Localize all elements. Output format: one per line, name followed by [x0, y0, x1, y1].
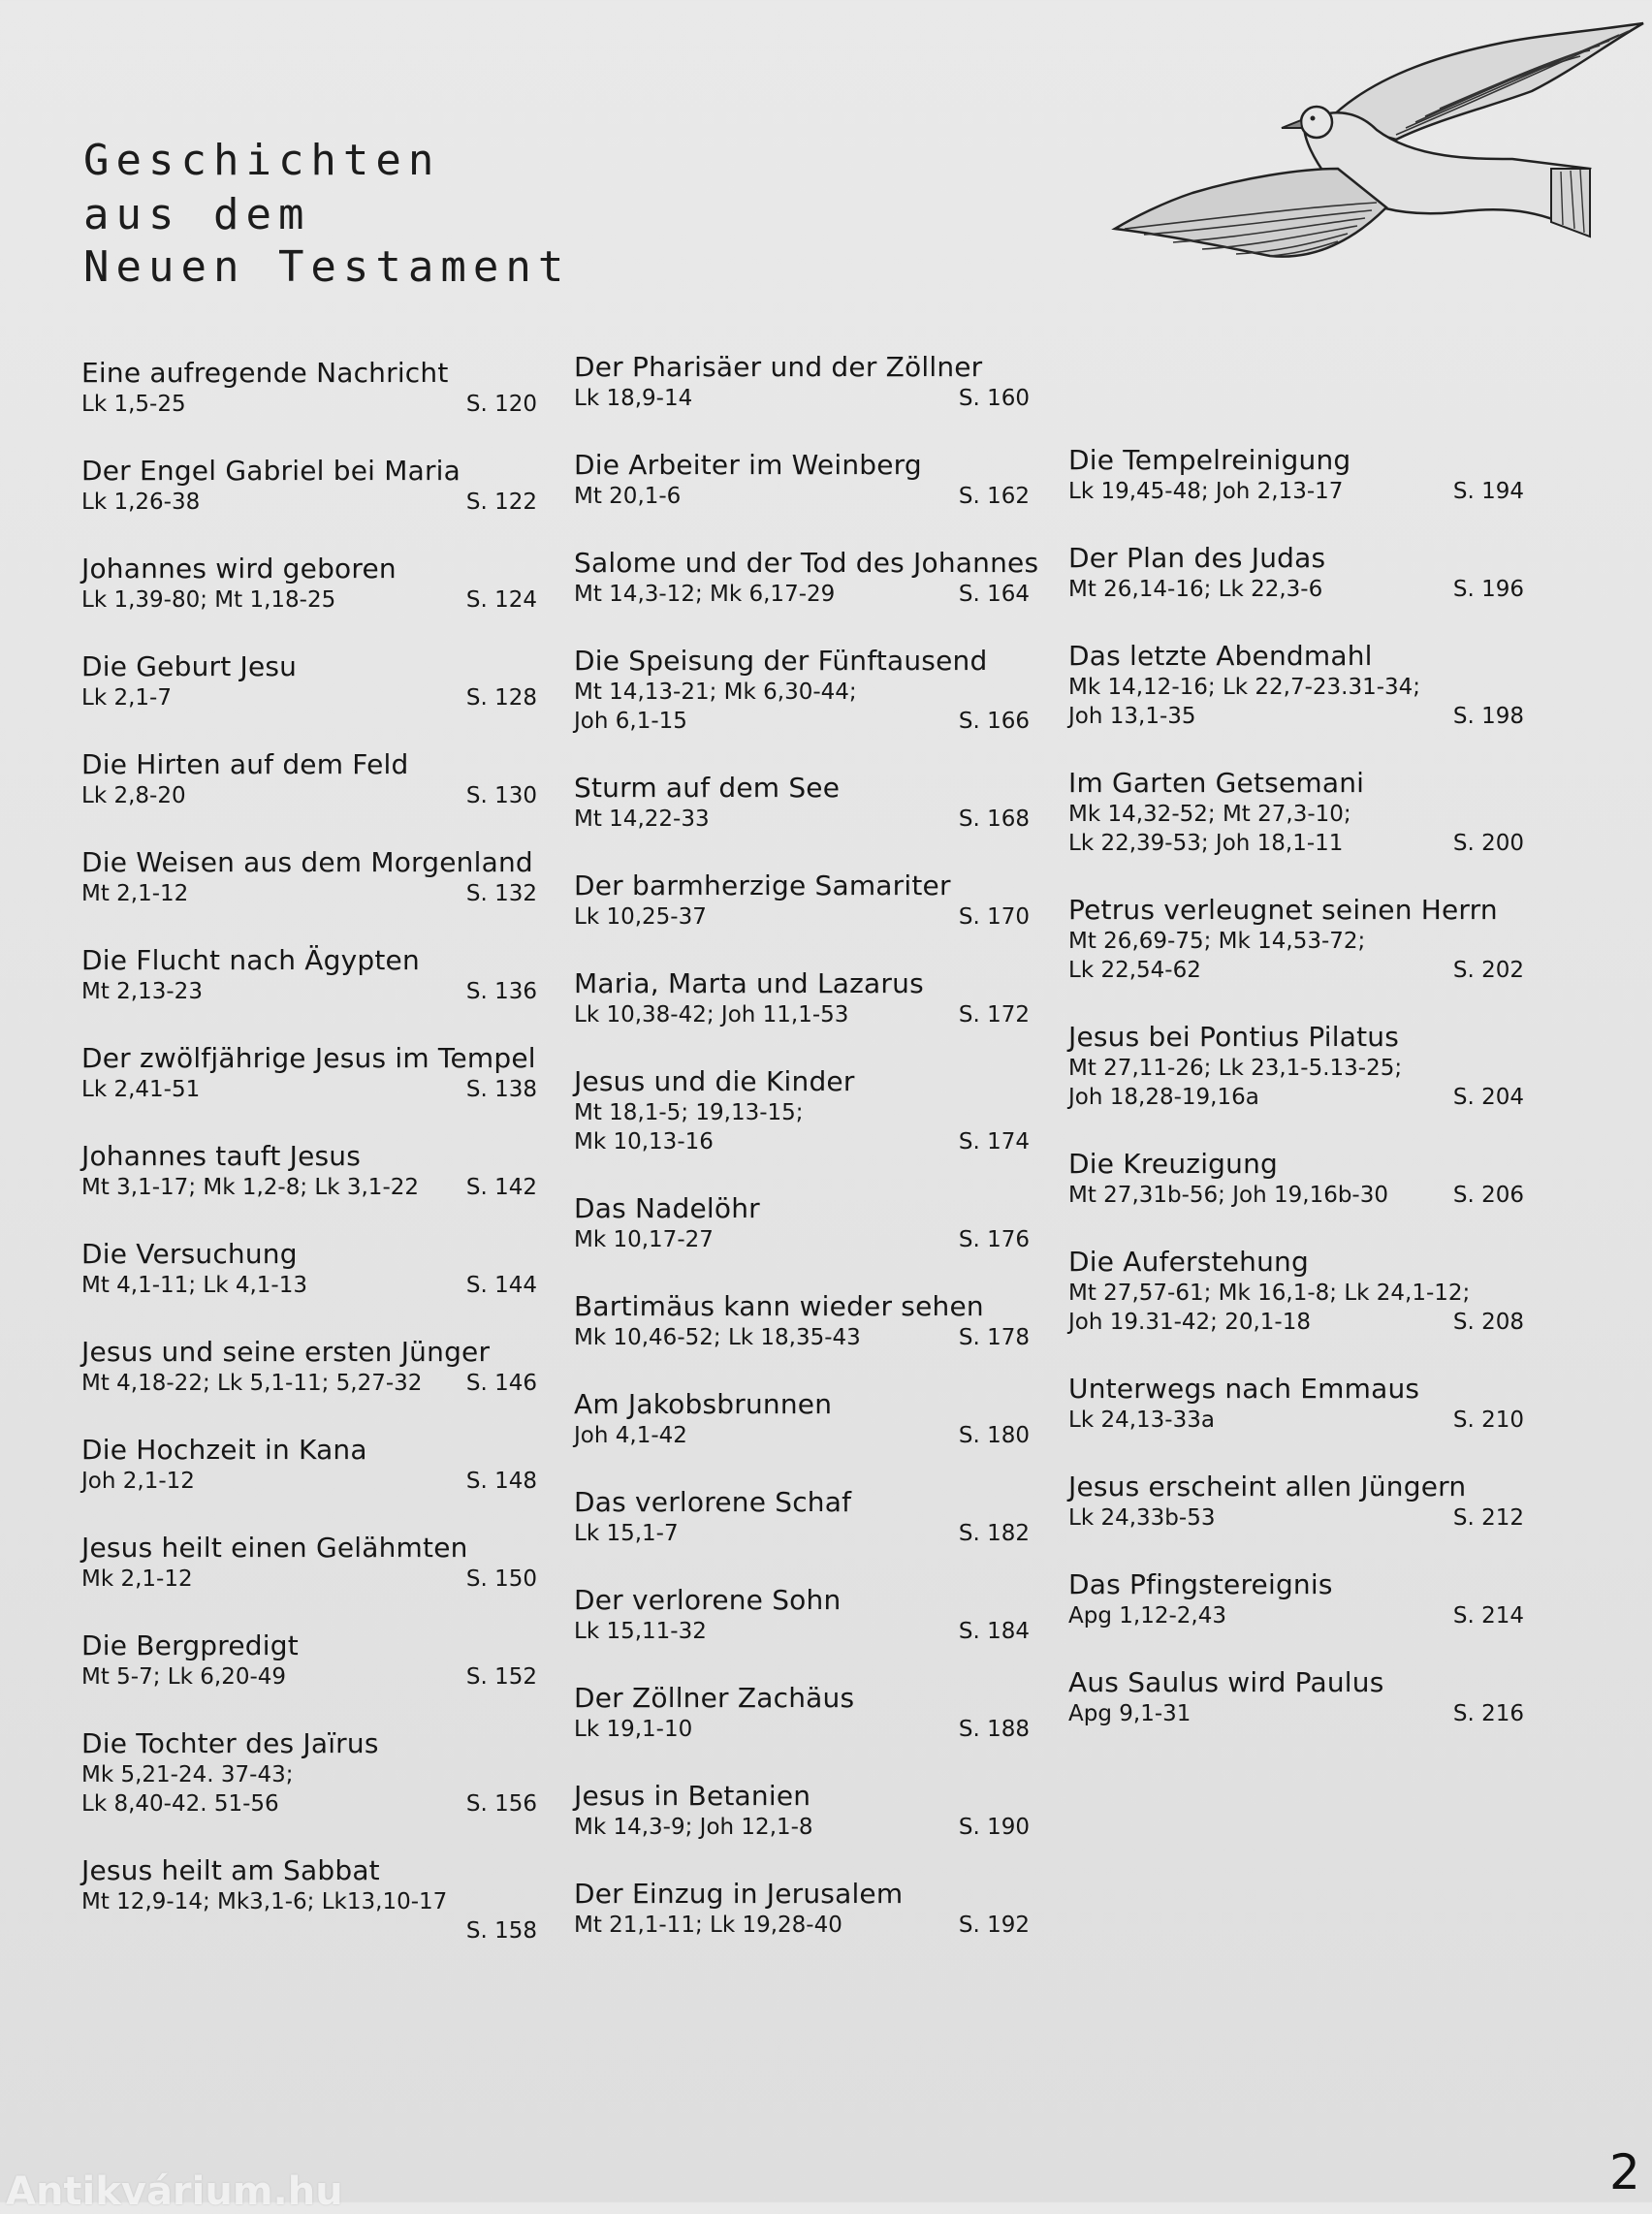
entry-reference: Mk 10,13-16 — [574, 1129, 714, 1154]
entry-page: S. 122 — [465, 490, 537, 515]
entry-page: S. 178 — [958, 1325, 1030, 1350]
toc-entry — [574, 772, 1030, 834]
entry-reference: Mk 14,3-9; Joh 12,1-8 — [574, 1815, 813, 1840]
entry-title: Die Arbeiter im Weinberg — [574, 449, 922, 481]
toc-entry — [574, 547, 1039, 609]
entry-page: S. 202 — [1452, 958, 1524, 983]
entry-reference: Lk 15,1-7 — [574, 1521, 679, 1546]
toc-entry — [1068, 1471, 1524, 1533]
entry-page: S. 198 — [1452, 704, 1524, 729]
entry-reference: Mt 20,1-6 — [574, 484, 682, 509]
entry-reference: Mt 26,14-16; Lk 22,3-6 — [1068, 577, 1323, 602]
entry-page: S. 162 — [958, 484, 1030, 509]
toc-entry — [81, 650, 537, 712]
entry-title: Sturm auf dem See — [574, 772, 841, 804]
toc-entry — [574, 1486, 1030, 1548]
entry-page: S. 190 — [958, 1815, 1030, 1840]
toc-entry — [1068, 1568, 1524, 1630]
entry-title: Jesus heilt am Sabbat — [81, 1854, 380, 1886]
entry-title: Am Jakobsbrunnen — [574, 1388, 833, 1420]
entry-page: S. 164 — [958, 582, 1030, 607]
entry-reference: Lk 2,41-51 — [81, 1077, 201, 1102]
entry-reference: Mt 14,13-21; Mk 6,30-44; — [574, 680, 857, 705]
entry-title: Jesus bei Pontius Pilatus — [1068, 1021, 1400, 1053]
toc-entry — [81, 1532, 537, 1594]
entry-reference: Lk 22,54-62 — [1068, 958, 1201, 983]
entry-reference: Lk 1,5-25 — [81, 392, 186, 417]
entry-title: Der Zöllner Zachäus — [574, 1682, 855, 1714]
toc-entry — [1068, 1666, 1524, 1728]
entry-reference: Lk 2,8-20 — [81, 783, 186, 808]
toc-entry — [574, 1780, 1030, 1842]
entry-title: Das Pfingstereignis — [1068, 1568, 1333, 1600]
entry-page: S. 188 — [958, 1717, 1030, 1742]
toc-entry — [81, 357, 537, 419]
toc-entry — [574, 449, 1030, 511]
entry-reference: Mk 14,32-52; Mt 27,3-10; — [1068, 802, 1351, 827]
entry-page: S. 176 — [958, 1227, 1030, 1252]
entry-reference: Joh 13,1-35 — [1068, 704, 1196, 729]
entry-reference: Lk 1,39-80; Mt 1,18-25 — [81, 587, 336, 613]
toc-entry — [1068, 640, 1524, 731]
entry-title: Die Versuchung — [81, 1238, 298, 1270]
toc-entry — [1068, 444, 1524, 506]
toc-entry — [1068, 1246, 1524, 1337]
entry-page: S. 210 — [1452, 1407, 1524, 1433]
toc-entry — [574, 967, 1030, 1029]
entry-reference: Lk 15,11-32 — [574, 1619, 707, 1644]
entry-reference: Lk 22,39-53; Joh 18,1-11 — [1068, 831, 1344, 856]
entry-title: Jesus heilt einen Gelähmten — [81, 1532, 468, 1564]
entry-page: S. 128 — [465, 685, 537, 711]
entry-reference: Mt 26,69-75; Mk 14,53-72; — [1068, 929, 1366, 954]
entry-page: S. 144 — [465, 1273, 537, 1298]
entry-reference: Mt 4,18-22; Lk 5,1-11; 5,27-32 — [81, 1371, 423, 1396]
entry-title: Der Pharisäer und der Zöllner — [574, 351, 983, 383]
entry-title: Das letzte Abendmahl — [1068, 640, 1373, 672]
entry-title: Die Kreuzigung — [1068, 1148, 1279, 1180]
toc-entry — [574, 1388, 1030, 1450]
entry-page: S. 146 — [465, 1371, 537, 1396]
entry-page: S. 166 — [958, 709, 1030, 734]
entry-title: Das verlorene Schaf — [574, 1486, 852, 1518]
entry-page: S. 182 — [958, 1521, 1030, 1546]
entry-title: Die Tochter des Jaïrus — [81, 1727, 379, 1759]
entry-title: Der Engel Gabriel bei Maria — [81, 455, 461, 487]
toc-entry — [574, 1584, 1030, 1646]
entry-page: S. 172 — [958, 1002, 1030, 1028]
entry-title: Die Flucht nach Ägypten — [81, 944, 420, 976]
entry-reference: Joh 18,28-19,16a — [1068, 1085, 1259, 1110]
toc-entry — [574, 1065, 1030, 1156]
entry-page: S. 170 — [958, 904, 1030, 930]
entry-reference: Lk 8,40-42. 51-56 — [81, 1791, 279, 1817]
toc-entry — [574, 1192, 1030, 1254]
toc-entry — [574, 1682, 1030, 1744]
entry-title: Die Weisen aus dem Morgenland — [81, 846, 533, 878]
entry-title: Die Speisung der Fünftausend — [574, 645, 988, 677]
entry-page: S. 142 — [465, 1175, 537, 1200]
entry-page: S. 216 — [1452, 1701, 1524, 1726]
entry-title: Die Auferstehung — [1068, 1246, 1309, 1278]
entry-reference: Mt 14,22-33 — [574, 807, 710, 832]
entry-reference: Mt 3,1-17; Mk 1,2-8; Lk 3,1-22 — [81, 1175, 420, 1200]
entry-page: S. 214 — [1452, 1603, 1524, 1629]
entry-reference: Mk 10,17-27 — [574, 1227, 714, 1252]
entry-reference: Mt 4,1-11; Lk 4,1-13 — [81, 1273, 307, 1298]
entry-title: Die Hochzeit in Kana — [81, 1434, 367, 1466]
entry-page: S. 204 — [1452, 1085, 1524, 1110]
entry-title: Im Garten Getsemani — [1068, 767, 1365, 799]
entry-title: Der verlorene Sohn — [574, 1584, 842, 1616]
toc-entry — [81, 1629, 537, 1692]
toc-entry — [574, 1290, 1030, 1352]
entry-title: Johannes wird geboren — [81, 553, 397, 585]
entry-reference: Joh 19.31-42; 20,1-18 — [1068, 1310, 1311, 1335]
toc-entry — [574, 351, 1030, 413]
entry-reference: Mt 27,31b-56; Joh 19,16b-30 — [1068, 1183, 1388, 1208]
toc-entry — [574, 645, 1030, 736]
entry-reference: Lk 10,25-37 — [574, 904, 707, 930]
entry-page: S. 168 — [958, 807, 1030, 832]
entry-title: Petrus verleugnet seinen Herrn — [1068, 894, 1498, 926]
entry-title: Der barmherzige Samariter — [574, 870, 951, 901]
entry-reference: Lk 1,26-38 — [81, 490, 201, 515]
toc-entry — [1068, 1148, 1524, 1210]
entry-reference: Mk 10,46-52; Lk 18,35-43 — [574, 1325, 861, 1350]
entry-title: Die Tempelreinigung — [1068, 444, 1351, 476]
entry-reference: Lk 24,33b-53 — [1068, 1505, 1216, 1531]
toc-entry — [81, 944, 537, 1006]
entry-title: Der Plan des Judas — [1068, 542, 1326, 574]
entry-reference: Mt 14,3-12; Mk 6,17-29 — [574, 582, 836, 607]
toc-entry — [1068, 542, 1524, 604]
entry-page: S. 208 — [1452, 1310, 1524, 1335]
entry-page: S. 148 — [465, 1469, 537, 1494]
entry-title: Jesus in Betanien — [574, 1780, 811, 1812]
toc-entry — [81, 1140, 537, 1202]
entry-reference: Mt 2,1-12 — [81, 881, 189, 906]
entry-page: S. 136 — [465, 979, 537, 1004]
entry-page: S. 196 — [1452, 577, 1524, 602]
entry-page: S. 212 — [1452, 1505, 1524, 1531]
toc-entry — [81, 1042, 537, 1104]
entry-reference: Joh 2,1-12 — [81, 1469, 195, 1494]
entry-title: Jesus und die Kinder — [574, 1065, 855, 1097]
entry-title: Jesus und seine ersten Jünger — [81, 1336, 491, 1368]
toc-entry — [81, 1854, 537, 1945]
entry-page: S. 194 — [1452, 479, 1524, 504]
entry-title: Die Hirten auf dem Feld — [81, 748, 409, 780]
entry-reference: Mt 18,1-5; 19,13-15; — [574, 1100, 804, 1125]
watermark: Antikvárium.hu — [6, 2169, 343, 2214]
toc-entry — [1068, 1021, 1524, 1112]
title-line-2: aus dem — [83, 190, 311, 239]
entry-reference: Lk 19,1-10 — [574, 1717, 693, 1742]
entry-reference: Mk 5,21-24. 37-43; — [81, 1762, 294, 1787]
entry-reference: Mt 21,1-11; Lk 19,28-40 — [574, 1913, 842, 1938]
entry-title: Der zwölfjährige Jesus im Tempel — [81, 1042, 536, 1074]
entry-title: Aus Saulus wird Paulus — [1068, 1666, 1384, 1698]
entry-page: S. 120 — [465, 392, 537, 417]
title-line-3: Neuen Testament — [83, 242, 571, 292]
entry-title: Die Geburt Jesu — [81, 650, 298, 682]
toc-entry — [574, 1878, 1030, 1940]
entry-reference: Lk 19,45-48; Joh 2,13-17 — [1068, 479, 1344, 504]
toc-entry — [81, 846, 537, 908]
entry-reference: Lk 24,13-33a — [1068, 1407, 1215, 1433]
entry-title: Unterwegs nach Emmaus — [1068, 1373, 1420, 1405]
toc-entry — [81, 1434, 537, 1496]
toc-entry — [574, 870, 1030, 932]
entry-reference: Lk 2,1-7 — [81, 685, 172, 711]
entry-reference: Lk 18,9-14 — [574, 386, 693, 411]
entry-page: S. 200 — [1452, 831, 1524, 856]
toc-entry — [1068, 894, 1524, 985]
entry-reference: Mt 27,11-26; Lk 23,1-5.13-25; — [1068, 1056, 1403, 1081]
entry-page: S. 184 — [958, 1619, 1030, 1644]
entry-page: S. 138 — [465, 1077, 537, 1102]
entry-page: S. 192 — [958, 1913, 1030, 1938]
entry-reference: Apg 1,12-2,43 — [1068, 1603, 1226, 1629]
entry-title: Bartimäus kann wieder sehen — [574, 1290, 984, 1322]
toc-entry — [81, 1727, 537, 1819]
toc-entry — [1068, 767, 1524, 858]
entry-page: S. 124 — [465, 587, 537, 613]
entry-reference: Mt 5-7; Lk 6,20-49 — [81, 1664, 287, 1690]
entry-title: Das Nadelöhr — [574, 1192, 760, 1224]
toc-entry — [81, 553, 537, 615]
entry-reference: Lk 10,38-42; Joh 11,1-53 — [574, 1002, 849, 1028]
toc-entry — [81, 455, 537, 517]
entry-page: S. 180 — [958, 1423, 1030, 1448]
entry-page: S. 160 — [958, 386, 1030, 411]
entry-reference: Mk 14,12-16; Lk 22,7-23.31-34; — [1068, 675, 1421, 700]
entry-title: Jesus erscheint allen Jüngern — [1068, 1471, 1467, 1502]
dove-icon — [1105, 14, 1648, 295]
entry-reference: Mt 2,13-23 — [81, 979, 203, 1004]
entry-page: S. 174 — [958, 1129, 1030, 1154]
entry-reference: Mk 2,1-12 — [81, 1566, 193, 1592]
entry-reference: Joh 6,1-15 — [574, 709, 687, 734]
entry-page: S. 156 — [465, 1791, 537, 1817]
entry-title: Johannes tauft Jesus — [81, 1140, 362, 1172]
entry-page: S. 158 — [465, 1918, 537, 1944]
entry-page: S. 152 — [465, 1664, 537, 1690]
entry-page: S. 130 — [465, 783, 537, 808]
entry-page: S. 206 — [1452, 1183, 1524, 1208]
entry-page: S. 132 — [465, 881, 537, 906]
entry-title: Maria, Marta und Lazarus — [574, 967, 924, 999]
entry-title: Salome und der Tod des Johannes — [574, 547, 1039, 579]
entry-reference: Apg 9,1-31 — [1068, 1701, 1191, 1726]
entry-title: Eine aufregende Nachricht — [81, 357, 449, 389]
entry-reference: Mt 27,57-61; Mk 16,1-8; Lk 24,1-12; — [1068, 1281, 1471, 1306]
entry-title: Der Einzug in Jerusalem — [574, 1878, 904, 1910]
toc-entry — [81, 1336, 537, 1398]
toc-entry — [1068, 1373, 1524, 1435]
entry-reference: Mt 12,9-14; Mk3,1-6; Lk13,10-17 — [81, 1889, 448, 1914]
entry-page: S. 150 — [465, 1566, 537, 1592]
entry-reference: Joh 4,1-42 — [574, 1423, 687, 1448]
toc-entry — [81, 1238, 537, 1300]
toc-entry — [81, 748, 537, 810]
entry-title: Die Bergpredigt — [81, 1629, 299, 1661]
title-line-1: Geschichten — [83, 136, 441, 185]
page-number: 2 — [1609, 2144, 1640, 2200]
